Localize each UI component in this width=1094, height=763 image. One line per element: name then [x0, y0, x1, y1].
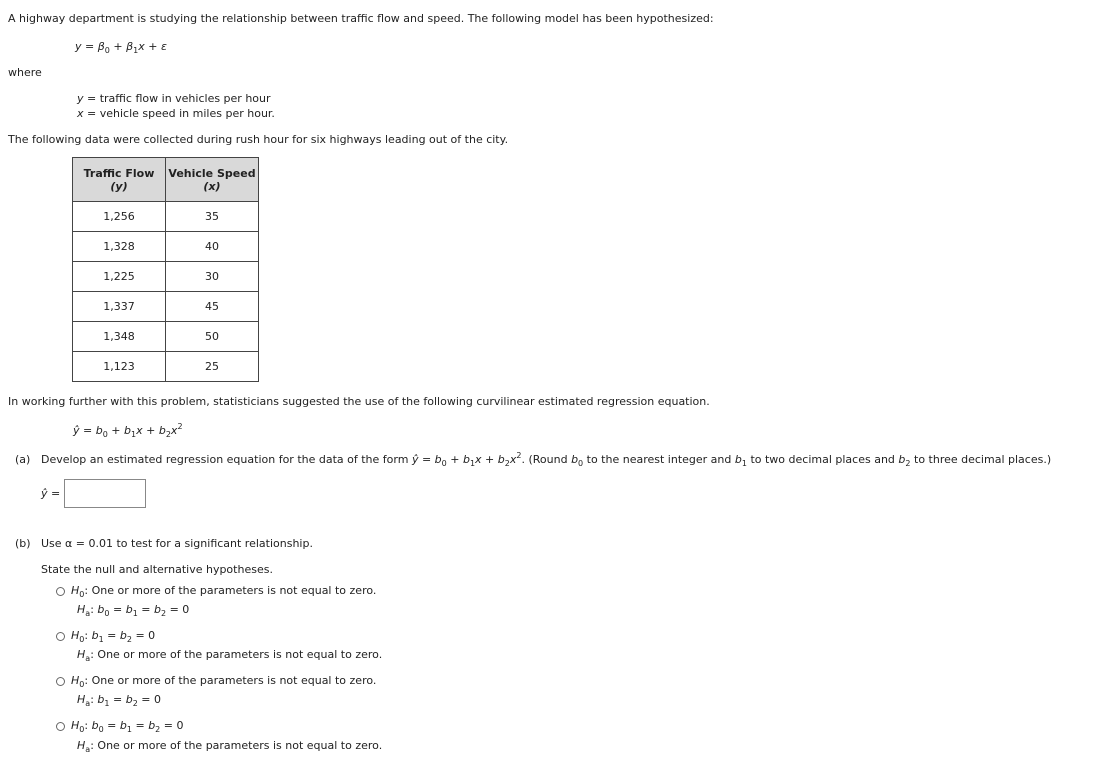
table-row: [73, 292, 259, 322]
traffic-flow-cell: 1,123: [73, 352, 166, 382]
answer-label: ŷ =: [41, 487, 61, 500]
vehicle-speed-cell: 40: [166, 232, 259, 262]
state-hypotheses-text: State the null and alternative hypotheses.: [41, 563, 273, 576]
further-text: In working further with this problem, statisticians suggested the use of the following curvilinear estimated regression equation.: [8, 395, 710, 408]
intro-text: A highway department is studying the relationship between traffic flow and speed. The following model has been hypothesized:: [8, 12, 714, 25]
option-3-alt: $H_a$: $b_1 = b_2 = 0$: [77, 693, 161, 708]
regression-equation: ŷ = $b_0 + b_1x + b_2x^2$: [73, 422, 183, 439]
hypothesis-option-3-radio[interactable]: [56, 677, 65, 686]
vehicle-speed-header: Vehicle Speed (x): [166, 158, 259, 202]
option-4-alt: $H_a$: One or more of the parameters is not equal to zero.: [77, 739, 383, 754]
definition-y: y = traffic flow in vehicles per hour: [77, 92, 271, 105]
vehicle-speed-cell: 30: [166, 262, 259, 292]
vehicle-speed-cell: 25: [166, 352, 259, 382]
traffic-flow-cell: 1,337: [73, 292, 166, 322]
option-4-null: $H_0$: $b_0 = b_1 = b_2 = 0$: [71, 719, 184, 734]
where-text: where: [8, 66, 42, 79]
hypothesis-option-4-radio[interactable]: [56, 722, 65, 731]
traffic-flow-cell: 1,328: [73, 232, 166, 262]
table-row: [73, 352, 259, 382]
option-1-alt: $H_a$: $b_0 = b_1 = b_2 = 0$: [77, 603, 190, 618]
table-header-row: [73, 158, 259, 202]
table-row: [73, 322, 259, 352]
part-b-label: (b): [15, 537, 31, 550]
vehicle-speed-cell: 35: [166, 202, 259, 232]
hypothesis-option-1-radio[interactable]: [56, 587, 65, 596]
table-row: [73, 262, 259, 292]
option-2-null: $H_0$: $b_1 = b_2 = 0$: [71, 629, 156, 644]
option-1-null: $H_0$: One or more of the parameters is not equal to zero.: [71, 584, 377, 599]
table-row: [73, 202, 259, 232]
data-table: [72, 157, 259, 382]
collected-text: The following data were collected during rush hour for six highways leading out of the city.: [8, 133, 509, 146]
regression-answer-input[interactable]: [64, 479, 146, 508]
traffic-flow-header: Traffic Flow (y): [73, 158, 166, 202]
traffic-flow-cell: 1,256: [73, 202, 166, 232]
definition-x: x = vehicle speed in miles per hour.: [77, 107, 275, 120]
hypothesis-option-2-radio[interactable]: [56, 632, 65, 641]
table-row: [73, 232, 259, 262]
traffic-flow-cell: 1,225: [73, 262, 166, 292]
vehicle-speed-cell: 50: [166, 322, 259, 352]
model-equation: $y = \beta_0 + \beta_1x + \varepsilon$: [75, 40, 167, 55]
option-3-null: $H_0$: One or more of the parameters is not equal to zero.: [71, 674, 377, 689]
part-a-label: (a): [15, 453, 31, 466]
part-a-text: Develop an estimated regression equation for the data of the form ŷ = $b_0 + b_1x + b_2x^2$. (Round $b_0$ to the nearest integer and $b_1$ to two decimal places and $b_2$ to three decimal places.): [41, 451, 1052, 468]
vehicle-speed-cell: 45: [166, 292, 259, 322]
option-2-alt: $H_a$: One or more of the parameters is not equal to zero.: [77, 648, 383, 663]
traffic-flow-cell: 1,348: [73, 322, 166, 352]
part-b-text: Use α = 0.01 to test for a significant relationship.: [41, 537, 313, 550]
